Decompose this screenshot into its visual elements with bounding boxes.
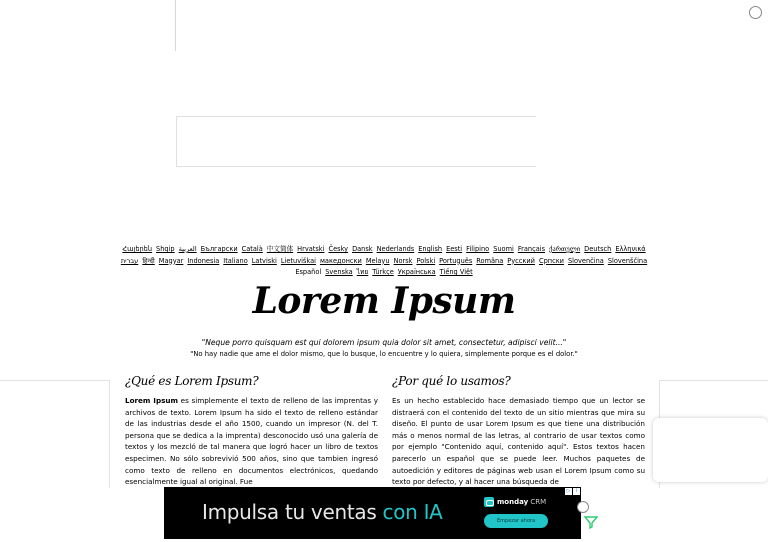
circle-indicator-icon[interactable] — [749, 6, 762, 19]
ad-cta-button[interactable]: Empezar ahora — [484, 514, 548, 528]
lang-link[interactable]: Norsk — [393, 256, 413, 265]
lang-link[interactable]: Català — [241, 245, 263, 253]
ad-info-icon[interactable]: i — [573, 488, 580, 495]
lang-link[interactable]: हिन्दी — [142, 256, 155, 265]
lang-link[interactable]: Magyar — [158, 256, 184, 265]
lang-link[interactable]: Tiếng Việt — [439, 268, 473, 276]
lang-link[interactable]: Lietuviškai — [280, 256, 316, 265]
lang-link[interactable]: Ελληνικά — [615, 245, 646, 253]
language-row-3 — [118, 267, 650, 279]
lang-link[interactable]: Shqip — [156, 245, 175, 253]
lang-link[interactable]: Italiano — [223, 256, 248, 265]
lang-link[interactable]: עברית — [120, 256, 139, 265]
section-heading: ¿Qué es Lorem Ipsum? — [125, 374, 259, 388]
floating-card — [653, 418, 768, 482]
page-title: Lorem Ipsum — [252, 280, 516, 322]
lang-link[interactable]: Suomi — [493, 245, 514, 253]
body-text: es simplemente el texto de relleno de las imprentas y archivos de texto. Lorem Ipsum ha sido el texto de relleno estándar de las industrias desde el año 1500, cuando un impresor (N. del T. persona que se dedica a la imprenta) desconocido usó una galería de textos y los mezcló de tal manera que logró hacer un libro de textos especimen. No sólo sobrevivió 500 años, sino que tambien ingresó como texto de relleno en documentos electrónicos, quedando esencialmente igual al original. Fue — [125, 396, 378, 487]
lang-current: Español — [295, 268, 322, 276]
left-side-ad-slot — [0, 380, 110, 488]
ad-headline-accent: con IA — [382, 500, 443, 524]
lang-link[interactable]: Româna — [476, 256, 504, 265]
ad-choices[interactable] — [565, 488, 580, 495]
section-body: Es un hecho establecido hace demasiado tiempo que un lector se distraerá con el contenido del texto de un sitio mientras que mira su diseño. El punto de usar Lorem Ipsum es que tiene una distribución más o menos normal de las letras, al contrario de usar textos como por ejemplo "Contenido aquí, contenido aquí". Estos textos hacen parecerlo un español que se puede leer. Muchos paquetes de autoedición y editores de páginas web usan el Lorem Ipsum como su texto por defecto, y al hacer una búsqueda de — [392, 396, 645, 487]
spanish-quote: "No hay nadie que ame el dolor mismo, que lo busque, lo encuentre y lo quiera, simplemente porque es el dolor." — [190, 350, 578, 358]
ad-close-icon[interactable] — [577, 501, 589, 513]
lang-link[interactable]: Melayu — [365, 256, 390, 265]
lang-link[interactable]: Indonesia — [187, 256, 220, 265]
ad-brand — [484, 497, 546, 507]
top-ad-slot — [176, 116, 536, 167]
brand-suffix: CRM — [528, 498, 547, 506]
ad-banner[interactable] — [164, 487, 581, 539]
lang-link[interactable]: Հայերեն — [122, 245, 153, 253]
language-row-1 — [118, 244, 650, 256]
lang-link[interactable]: ქართული — [549, 245, 581, 253]
section-why-use — [392, 374, 645, 488]
lang-link[interactable]: Português — [439, 256, 473, 265]
section-heading: ¿Por qué lo usamos? — [392, 374, 511, 388]
lang-link[interactable]: Српски — [538, 256, 564, 265]
latin-quote: "Neque porro quisquam est qui dolorem ipsum quia dolor sit amet, consectetur, adipisci velit..." — [201, 338, 567, 347]
lang-link[interactable]: Slovenščina — [607, 256, 648, 265]
lang-link[interactable]: Deutsch — [584, 245, 612, 253]
ad-choices-icon[interactable]: ▷ — [566, 488, 571, 494]
lang-link[interactable]: Nederlands — [376, 245, 415, 253]
section-what-is — [125, 374, 378, 488]
language-row-2 — [118, 256, 650, 268]
top-ad-slot-edge — [175, 0, 176, 51]
lang-link[interactable]: 中文简体 — [266, 245, 294, 253]
lang-link[interactable]: Български — [200, 245, 238, 253]
lang-link[interactable]: Česky — [328, 245, 349, 253]
lang-link[interactable]: Türkçe — [372, 268, 394, 276]
funnel-icon[interactable] — [584, 515, 598, 529]
lang-link[interactable]: English — [418, 245, 443, 253]
brand-text: monday — [497, 498, 529, 506]
lang-link[interactable]: Polski — [416, 256, 436, 265]
ad-headline-main: Impulsa tu ventas — [202, 500, 383, 524]
lang-link[interactable]: Filipino — [466, 245, 490, 253]
lang-link[interactable]: Slovenčina — [567, 256, 604, 265]
lang-link[interactable]: Latviski — [251, 256, 277, 265]
lang-link[interactable]: Pyccкий — [507, 256, 535, 265]
lang-link[interactable]: Français — [517, 245, 546, 253]
lang-link[interactable]: Hrvatski — [297, 245, 325, 253]
bold-lead: Lorem Ipsum — [125, 396, 179, 405]
lang-link[interactable]: العربية — [178, 245, 197, 253]
lang-link[interactable]: ไทย — [356, 268, 369, 276]
section-body — [125, 395, 378, 488]
lang-link[interactable]: Eesti — [446, 245, 463, 253]
monday-logo-icon — [484, 497, 494, 507]
lang-link[interactable]: Dansk — [352, 245, 373, 253]
lang-link[interactable]: Svenska — [325, 268, 353, 276]
language-selector — [118, 244, 650, 279]
ad-brand-name — [497, 498, 546, 506]
lang-link[interactable]: Українська — [397, 268, 436, 276]
ad-headline[interactable] — [202, 500, 443, 524]
lang-link[interactable]: македонски — [319, 256, 362, 265]
